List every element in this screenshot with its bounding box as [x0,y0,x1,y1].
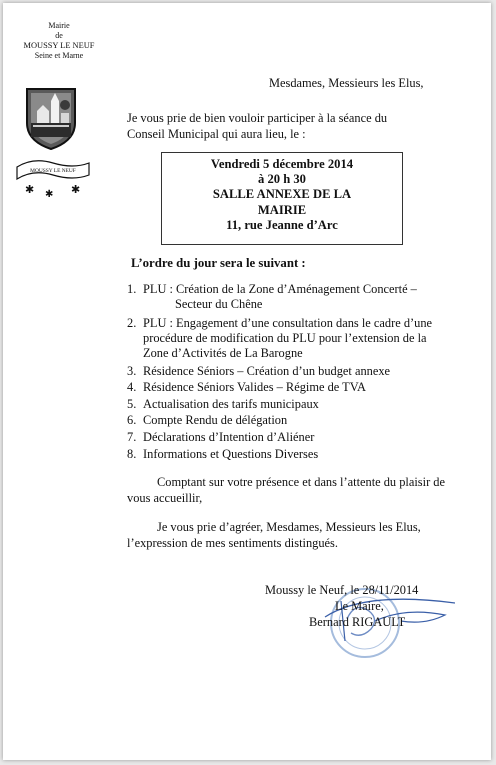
closing-2-line-2: l’expression de mes sentiments distingués. [127,535,338,550]
intro-line-2: Conseil Municipal qui aura lieu, le : [127,127,306,141]
agenda-item-text: Secteur du Chêne [175,297,263,312]
fleur-icon: ✱ [45,189,54,200]
agenda-item-number: 3. [127,364,137,378]
meeting-venue-line-2: MAIRIE [257,202,307,217]
fleur-icon: ✱ [25,183,35,196]
agenda-item-number: 8. [127,447,137,461]
signature-place-date: Moussy le Neuf, le 28/11/2014 [265,583,419,597]
agenda-item-number: 5. [127,397,137,411]
intro-line-1: Je vous prie de bien vouloir participer à la séance du [127,111,388,125]
agenda-item-number: 2. [127,316,137,330]
meeting-date: Vendredi 5 décembre 2014 [210,157,354,171]
closing-1-line-1: Comptant sur votre présence et dans l’attente du plaisir de [157,475,445,489]
agenda-item-text: Résidence Séniors Valides – Régime de TVA [143,380,366,394]
closing-2-line-1: Je vous prie d’agréer, Mesdames, Messieurs les Elus, [157,520,421,534]
agenda-item-text: Informations et Questions Diverses [143,447,319,461]
letterhead-town: MOUSSY LE NEUF [23,41,95,50]
agenda-item-text: Déclarations d’Intention d’Aliéner [143,430,315,444]
meeting-venue-line-1: SALLE ANNEXE DE LA [212,187,352,202]
signature-title: Le Maire, [335,599,384,613]
town-ribbon [13,153,93,205]
agenda-item-text: Zone d’Activités de La Barogne [143,346,303,361]
letterhead-department: Seine et Marne [34,51,84,60]
greeting: Mesdames, Messieurs les Elus, [269,76,424,90]
meeting-address: 11, rue Jeanne d’Arc [226,217,338,232]
agenda-heading: L’ordre du jour sera le suivant : [131,256,306,270]
meeting-time: à 20 h 30 [258,172,306,187]
letter-page [3,3,491,760]
agenda-item-text: Résidence Séniors – Création d’un budget annexe [143,364,391,378]
agenda-item-number: 1. [127,282,137,296]
agenda-item-text: Actualisation des tarifs municipaux [143,397,319,411]
agenda-item-text: Compte Rendu de délégation [143,413,288,427]
fleur-icon: ✱ [71,183,81,196]
letterhead [3,21,115,61]
agenda-item-number: 7. [127,430,137,444]
closing-1-line-2: vous accueillir, [127,490,203,505]
closing-paragraph-1 [127,475,473,506]
ribbon-text: MOUSSY LE NEUF [30,168,76,174]
letterhead-line-1: Mairie [48,21,70,30]
signature-name: Bernard RIGAULT [309,615,406,629]
coat-of-arms-icon [23,85,79,151]
agenda-item-number: 4. [127,380,137,394]
agenda-item-number: 6. [127,413,137,427]
meeting-details-box [161,152,403,245]
agenda-item-text: PLU : Engagement d’une consultation dans le cadre d’une [143,316,433,330]
agenda-item-text: procédure de modification du PLU pour l’extension de la [143,331,427,346]
letterhead-line-2: de [55,31,63,40]
agenda-item-text: PLU : Création de la Zone d’Aménagement Concerté – [143,282,417,296]
closing-paragraph-2 [127,520,421,551]
